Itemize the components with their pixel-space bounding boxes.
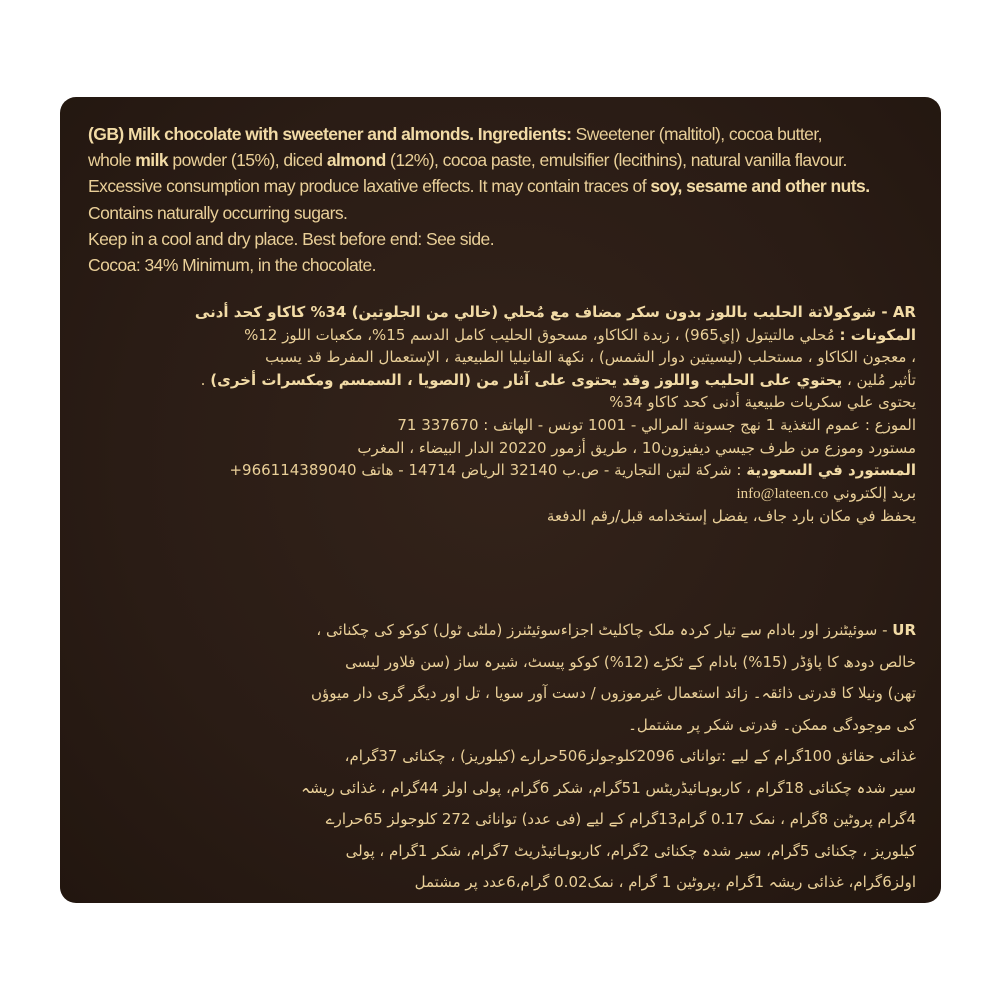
ar-line-2 [84,324,916,347]
gb-allergen-almond: almond [326,150,386,171]
gb-text: Excessive consumption may produce laxative effects. It may contain traces of [88,176,651,197]
ur-text: - سوئیٹنرز اور بادام سے تیار کردہ ملک چاکلیٹ اجزاءسوئیٹنرز (ملٹی ٹول) کوکو کی چکنائی ، [316,621,893,639]
ar-allergen-warning: يحتوي على الحليب واللوز وقد يحتوى على آثار من (الصويا ، السمسم ومكسرات أخرى) [210,370,843,389]
arabic-section [84,301,916,528]
ar-line-4 [84,369,916,392]
gb-cocoa-line: Cocoa: 34% Minimum, in the chocolate. [88,255,376,276]
gb-text: whole [88,150,136,171]
ar-importer-saudi-line [84,459,916,482]
gb-line-3 [88,173,928,199]
gb-allergen-traces: soy, sesame and other nuts. [650,176,870,197]
ar-storage-line: يحفظ في مكان بارد جاف، يفضل إستخدامه قبل/رقم الدفعة [546,507,916,526]
ur-language-code: UR [892,621,916,639]
ar-product-title: - شوكولاتة الحليب باللوز بدون سكر مضاف مع مُحلي (خالي من الجلوتين) 34% كاكاو كحد أدنى [194,303,893,321]
ur-line-2: خالص دودھ کا پاؤڈر (15%) بادام کے ٹکڑے (12%) کوکو پیسٹ، شیرہ ساز (سن فلاور لیسی [345,652,916,671]
ar-text: . [200,370,211,389]
ur-nutrition-line-2: سیر شدہ چکنائی 18گرام ، کاربوہائیڈریٹس 51گرام، شکر 6گرام، پولی اولز 44گرام ، غذائی ریشہ [301,778,916,797]
gb-product-title: Milk chocolate with sweetener and almonds. Ingredients: [123,124,572,144]
english-section [88,121,928,278]
ur-line-1 [84,615,916,647]
ar-line-5: يحتوى علي سكريات طبيعية أدنى كحد كاكاو 34% [609,393,916,412]
gb-ingredients-start: Sweetener (maltitol), cocoa butter, [571,124,822,144]
ur-nutrition-line-4: کیلوریز ، چکنائی 5گرام، سیر شدہ چکنائی 2گرام، کاربوہائیڈریٹ 7گرام، شکر 1گرام ، پولی [345,841,916,860]
gb-line-4: Contains naturally occurring sugars. [88,202,348,223]
ar-email-line [84,482,916,506]
gb-line-2 [88,147,928,173]
ar-distributor-line: الموزع : عموم التغذية 1 نهج جسونة المرالي - 1001 تونس - الهاتف : 337670 71 [397,415,916,434]
ar-email-address: info@lateen.co [736,485,829,502]
product-label-panel [60,97,941,903]
ar-language-code: AR [892,303,916,321]
gb-line-1 [88,121,928,147]
ur-nutrition-line-1: غذائی حقائق 100گرام کے لیے :توانائی 2096کلوجولز506حرارے (کیلوریز) ، چکنائی 37گرام، [344,747,916,765]
gb-text: (12%), cocoa paste, emulsifier (lecithins), natural vanilla flavour. [385,150,847,171]
ar-importer-saudi-label: المستورد في السعودية [746,461,916,480]
ar-text: تأثير مُلين ، [842,370,916,389]
gb-language-code: (GB) [88,124,124,144]
ar-email-label: بريد إلكتروني [828,483,916,502]
ar-text: مُحلي مالتيتول (إي965) ، زبدة الكاكاو، مسحوق الحليب كامل الدسم 15%، مكعبات اللوز 12% [244,325,840,344]
gb-text: powder (15%), diced [168,150,327,171]
ar-importer-morocco-line: مستورد وموزع من طرف جيسي ديفيزون10 ، طريق أزمور 20220 الدار البيضاء ، المغرب [357,438,916,457]
urdu-section [84,615,916,899]
ur-line-4: کی موجودگی ممکن۔ قدرتی شکر پر مشتمل۔ [628,715,916,734]
ar-text: : شركة لتين التجارية - ص.ب 32140 الرياض 14714 - هاتف 966114389040+ [229,461,747,480]
ar-ingredients-label: المكونات : [839,325,916,344]
ar-line-1 [84,301,916,324]
ur-line-3: تھن) ونیلا کا قدرتی ذائقہ۔ زائد استعمال غیرموزوں / دست آور سویا ، تل اور دیگر گری دار میوؤں [311,684,916,702]
ur-nutrition-line-5: اولز6گرام، غذائی ریشہ 1گرام ،پروٹین 1 گرام ، نمک0.02 گرام،6عدد پر مشتمل [414,873,916,891]
gb-storage-line: Keep in a cool and dry place. Best before end: See side. [88,228,495,249]
ur-nutrition-line-3: 4گرام پروٹین 8گرام ، نمک 0.17 گرام13گرام کے لیے (فی عدد) توانائی 272 کلوجولز 65حرارے [325,810,916,828]
ar-line-3: ، معجون الكاكاو ، مستحلب (ليسيتين دوار الشمس) ، نكهة الفانيليا الطبيعية ، الإستعمال المفرط قد يسبب [265,348,916,367]
gb-allergen-milk: milk [135,150,169,171]
